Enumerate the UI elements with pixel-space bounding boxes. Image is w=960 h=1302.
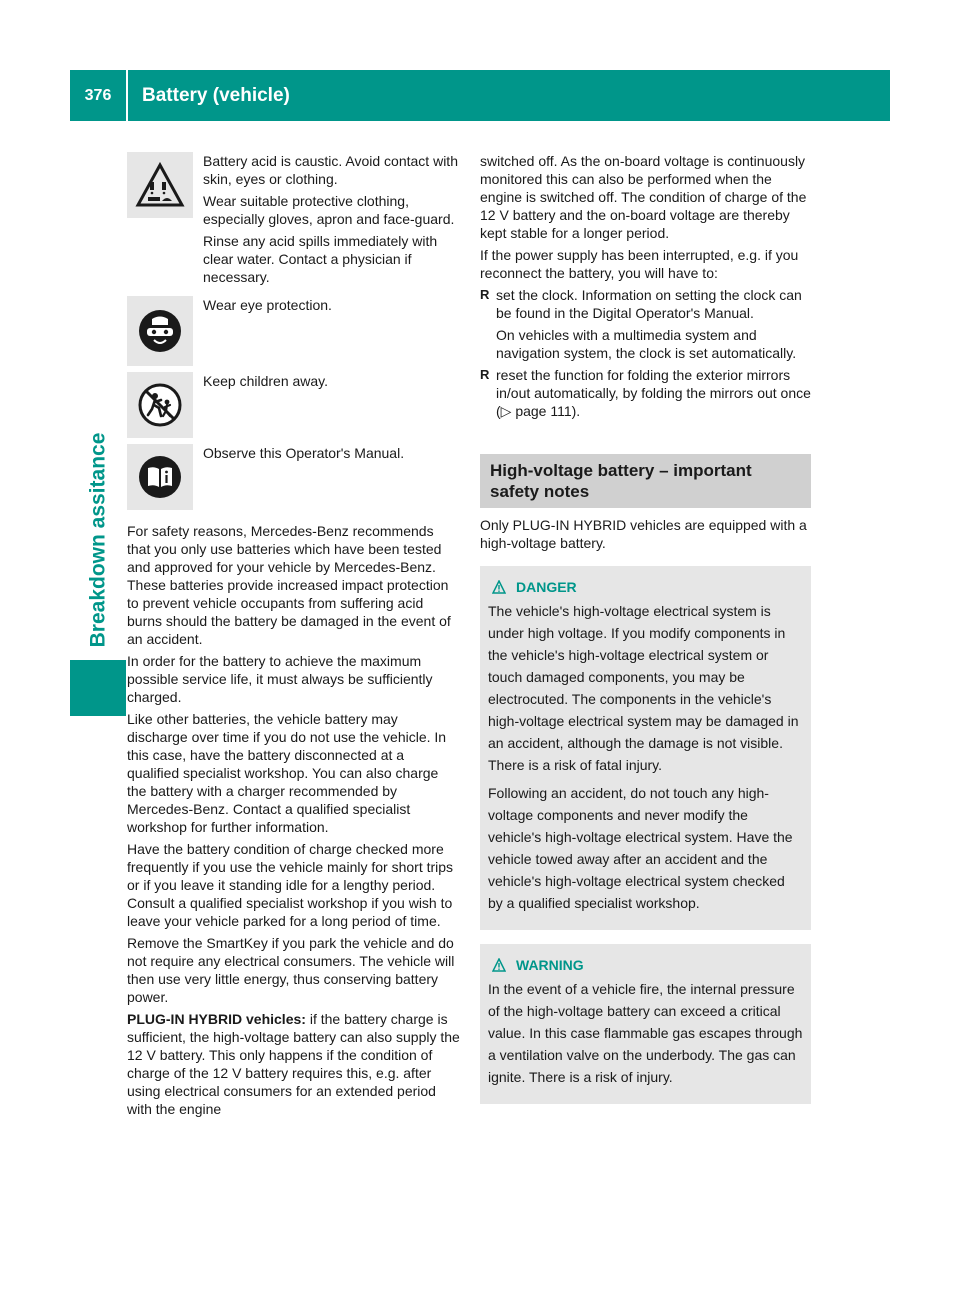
icon-item-manual: [127, 444, 460, 510]
paragraph: Keep children away.: [203, 373, 329, 389]
paragraph: Wear suitable protective clothing, especially gloves, apron and face-guard.: [203, 193, 455, 227]
paragraph: The vehicle's high-voltage electrical system is under high voltage. If you modify components in the vehicle's high-voltage electrical system or touch damaged components, you may be electrocuted. The components in the vehicle's high-voltage electrical system may be damaged in an accident, although the damage is not visible. There is a risk of fatal injury.: [488, 603, 799, 773]
keep-children-away-icon: [127, 372, 193, 438]
side-tab-label: [70, 432, 126, 648]
operators-manual-icon: [127, 444, 193, 510]
paragraph: In the event of a vehicle fire, the internal pressure of the high-voltage battery can exceed a critical value. In this case flammable gas escapes through a ventilation valve on the underbody. The gas can ignite. There is a risk of injury.: [488, 981, 803, 1085]
warning-box: [480, 944, 811, 1104]
section-heading: High-voltage battery – important safety notes: [480, 454, 811, 508]
paragraph: switched off. As the on-board voltage is continuously monitored this can also be performed when the engine is switched off. The condition of charge of the 12 V battery and the on-board voltage are thereby kept stable for a longer period.: [480, 153, 807, 241]
header-divider: [126, 70, 128, 121]
danger-title: [488, 576, 803, 598]
eye-protection-icon: [127, 296, 193, 366]
warning-title-text: WARNING: [516, 957, 584, 973]
list-item-text: set the clock. Information on setting the clock can be found in the Digital Operator's Manual.: [496, 287, 802, 321]
hybrid-text: if the battery charge is sufficient, the high-voltage battery can also supply the 12 V battery. This only happens if the condition of charge of the 12 V battery requires this, e.g. after using electrical consumers for an extended period with the engine: [127, 1011, 460, 1117]
danger-title-text: DANGER: [516, 579, 577, 595]
icon-item-eye-protection: [127, 296, 460, 366]
bullet-glyph: R: [480, 367, 490, 382]
left-column: [127, 152, 460, 1122]
paragraph: Battery acid is caustic. Avoid contact with skin, eyes or clothing.: [203, 153, 458, 187]
paragraph: Rinse any acid spills immediately with clear water. Contact a physician if necessary.: [203, 233, 438, 285]
list-item: [480, 286, 811, 362]
paragraph: Observe this Operator's Manual.: [203, 445, 405, 461]
paragraph: Remove the SmartKey if you park the vehicle and do not require any electrical consumers. The vehicle will then use very little energy, thus conserving battery power.: [127, 935, 455, 1005]
hybrid-label: PLUG-IN HYBRID vehicles:: [127, 1011, 306, 1027]
danger-box: [480, 566, 811, 930]
bullet-glyph: R: [480, 287, 490, 302]
paragraph: Like other batteries, the vehicle battery may discharge over time if you do not use the vehicle. In this case, have the battery disconnected at a qualified specialist workshop. You can also charge the battery with a charger recommended by Mercedes-Benz. Contact a qualified specialist workshop for further information.: [127, 711, 447, 835]
list-item-subtext: On vehicles with a multimedia system and navigation system, the clock is set automatically.: [496, 327, 797, 361]
warning-title: [488, 954, 803, 976]
page-number: 376: [84, 86, 112, 104]
icon-item-children-text: [193, 372, 460, 438]
list-item: [480, 366, 811, 420]
list-item-text: reset the function for folding the exterior mirrors in/out automatically, by folding the mirrors out once (▷ page 111).: [496, 367, 811, 419]
warning-triangle-icon: [492, 580, 506, 594]
side-tab-text: Breakdown assitance: [86, 432, 110, 648]
icon-item-caustic: [127, 152, 460, 290]
page-title: Battery (vehicle): [142, 84, 290, 106]
section-intro: Only PLUG-IN HYBRID vehicles are equipped with a high-voltage battery.: [480, 517, 807, 551]
paragraph: If the power supply has been interrupted, e.g. if you reconnect the battery, you will have to:: [480, 247, 799, 281]
paragraph: Following an accident, do not touch any high-voltage components and never modify the vehicle's high-voltage electrical system. Have the vehicle towed away after an accident and the vehicle's high-voltage electrical system checked by a qualified specialist workshop.: [488, 785, 793, 911]
paragraph: For safety reasons, Mercedes-Benz recommends that you only use batteries which have been tested and approved for your vehicle by Mercedes-Benz. These batteries provide increased impact protection to prevent vehicle occupants from suffering acid burns should the battery be damaged in the event of an accident.: [127, 523, 451, 647]
icon-item-children: [127, 372, 460, 438]
caustic-hazard-icon: [127, 152, 193, 218]
paragraph: Wear eye protection.: [203, 297, 332, 313]
right-column: [480, 152, 811, 1118]
bullet-list: [480, 286, 811, 420]
icon-item-manual-text: [193, 444, 460, 510]
icon-item-eye-protection-text: [193, 296, 460, 366]
hybrid-paragraph: [127, 1010, 460, 1118]
paragraph: In order for the battery to achieve the maximum possible service life, it must always be sufficiently charged.: [127, 653, 433, 705]
paragraph: Have the battery condition of charge checked more frequently if you use the vehicle mainly for short trips or if you leave it standing idle for a lengthy period. Consult a qualified specialist workshop if you wish to leave your vehicle parked for a long period of time.: [127, 841, 454, 929]
side-tab-marker: [70, 660, 126, 716]
warning-triangle-icon: [492, 958, 506, 972]
icon-item-caustic-text: [193, 152, 460, 290]
